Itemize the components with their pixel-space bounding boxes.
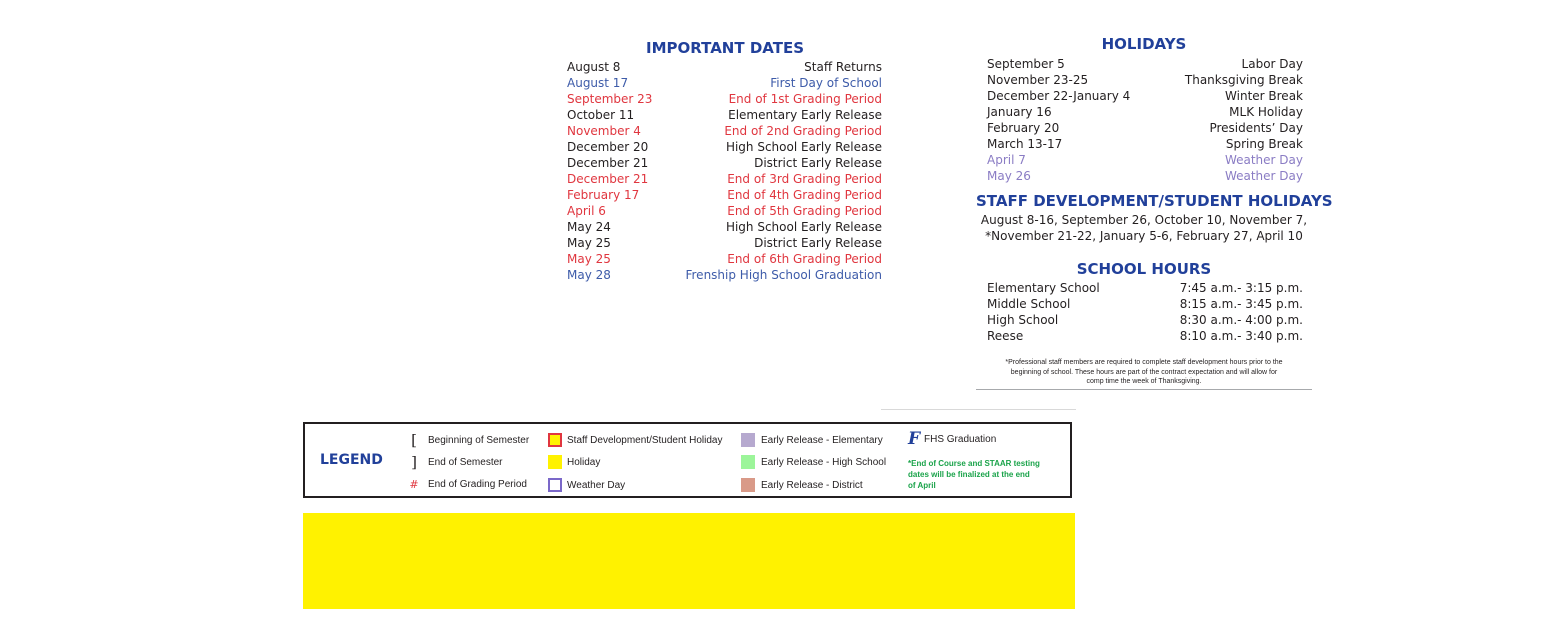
important-dates-list bbox=[567, 59, 882, 283]
important-date-row-left: May 28 bbox=[567, 268, 611, 282]
important-date-row-left: December 21 bbox=[567, 172, 649, 186]
important-date-row-right: Frenship High School Graduation bbox=[685, 268, 882, 282]
early-release-elementary-swatch-icon bbox=[741, 433, 755, 447]
important-date-row bbox=[567, 75, 882, 91]
staff-development-dates bbox=[976, 212, 1312, 244]
footnote-divider bbox=[976, 389, 1312, 390]
school-hours-row-right: 8:30 a.m.- 4:00 p.m. bbox=[1179, 313, 1303, 327]
holiday-row bbox=[987, 88, 1303, 104]
important-date-row-left: August 8 bbox=[567, 60, 621, 74]
important-dates-title: IMPORTANT DATES bbox=[646, 39, 804, 57]
school-hours-title: SCHOOL HOURS bbox=[1076, 260, 1212, 278]
holiday-row bbox=[987, 168, 1303, 184]
legend-beginning-semester bbox=[406, 432, 529, 448]
important-date-row-left: May 24 bbox=[567, 220, 611, 234]
footnote-line-2: beginning of school. These hours are part of the contract expectation and will allow for bbox=[1010, 368, 1278, 376]
holiday-row bbox=[987, 120, 1303, 136]
important-date-row-right: End of 5th Grading Period bbox=[727, 204, 882, 218]
legend-holiday bbox=[548, 454, 600, 470]
legend-end-label: End of Semester bbox=[428, 456, 503, 468]
important-date-row bbox=[567, 91, 882, 107]
footnote-line-3: comp time the week of Thanksgiving. bbox=[1086, 378, 1202, 385]
important-date-row bbox=[567, 187, 882, 203]
school-hours-row-left: High School bbox=[987, 313, 1059, 327]
school-hours-row-left: Middle School bbox=[987, 297, 1071, 311]
legend-title: LEGEND bbox=[320, 452, 383, 468]
school-hours-row bbox=[987, 280, 1303, 296]
early-release-district-swatch-icon bbox=[741, 478, 755, 492]
school-hours-row bbox=[987, 312, 1303, 328]
legend-er-hs-label: Early Release - High School bbox=[761, 456, 887, 468]
legend-early-release-district bbox=[741, 477, 863, 493]
footnote-line-1: *Professional staff members are required to complete staff development hours prior to the bbox=[1005, 359, 1283, 366]
hash-icon: # bbox=[409, 477, 419, 491]
holiday-row-right: MLK Holiday bbox=[1229, 105, 1303, 119]
holiday-row bbox=[987, 152, 1303, 168]
legend-er-elementary-label: Early Release - Elementary bbox=[761, 434, 883, 446]
holiday-row-left: December 22-January 4 bbox=[987, 89, 1131, 103]
staff-development-title: STAFF DEVELOPMENT/STUDENT HOLIDAYS bbox=[976, 192, 1333, 210]
important-date-row-left: May 25 bbox=[567, 252, 611, 266]
important-date-row bbox=[567, 123, 882, 139]
eoc-note-line-1: *End of Course and STAAR testing bbox=[908, 459, 1040, 468]
legend-staff-development bbox=[548, 432, 722, 448]
important-date-row-right: End of 6th Grading Period bbox=[727, 252, 882, 266]
school-hours-row-right: 8:10 a.m.- 3:40 p.m. bbox=[1179, 329, 1303, 343]
important-date-row bbox=[567, 251, 882, 267]
holiday-row-left: May 26 bbox=[987, 169, 1031, 183]
eoc-staar-note bbox=[908, 458, 1048, 491]
holidays-title: HOLIDAYS bbox=[1101, 35, 1187, 53]
holiday-row-right: Weather Day bbox=[1224, 153, 1303, 167]
important-date-row-right: Elementary Early Release bbox=[728, 108, 882, 122]
important-date-row-left: September 23 bbox=[567, 92, 653, 106]
eoc-note-line-3: of April bbox=[908, 481, 936, 490]
important-date-row-right: Staff Returns bbox=[804, 60, 882, 74]
important-date-row bbox=[567, 235, 882, 251]
holiday-row-left: November 23-25 bbox=[987, 73, 1089, 87]
important-date-row bbox=[567, 139, 882, 155]
weather-day-swatch-icon bbox=[548, 478, 562, 492]
important-date-row-left: May 25 bbox=[567, 236, 611, 250]
section-divider bbox=[881, 409, 1076, 410]
yellow-band bbox=[303, 513, 1075, 609]
holidays-list bbox=[987, 56, 1303, 184]
important-date-row-right: End of 4th Grading Period bbox=[727, 188, 882, 202]
holiday-swatch-icon bbox=[548, 455, 562, 469]
important-date-row bbox=[567, 155, 882, 171]
legend-beginning-label: Beginning of Semester bbox=[428, 434, 530, 446]
school-hours-list bbox=[987, 280, 1303, 344]
legend-end-semester bbox=[406, 454, 502, 470]
holiday-row-right: Labor Day bbox=[1241, 57, 1303, 71]
holiday-row bbox=[987, 136, 1303, 152]
important-date-row-left: April 6 bbox=[567, 204, 606, 218]
staff-footnote bbox=[976, 358, 1312, 387]
close-bracket-icon: ] bbox=[411, 453, 417, 471]
legend-fhs-label: FHS Graduation bbox=[924, 433, 997, 445]
important-date-row-left: November 4 bbox=[567, 124, 641, 138]
important-date-row bbox=[567, 59, 882, 75]
holiday-row-right: Spring Break bbox=[1225, 137, 1303, 151]
legend-er-district-label: Early Release - District bbox=[761, 479, 863, 491]
holiday-row-left: September 5 bbox=[987, 57, 1065, 71]
holiday-row bbox=[987, 104, 1303, 120]
open-bracket-icon: [ bbox=[411, 431, 417, 449]
school-hours-row-left: Reese bbox=[987, 329, 1024, 343]
legend-weather-day bbox=[548, 477, 625, 493]
legend-fhs-graduation bbox=[908, 431, 996, 447]
important-date-row-right: First Day of School bbox=[770, 76, 882, 90]
school-hours-row-right: 7:45 a.m.- 3:15 p.m. bbox=[1179, 281, 1303, 295]
important-date-row-left: December 21 bbox=[567, 156, 649, 170]
important-date-row-right: High School Early Release bbox=[725, 220, 882, 234]
legend-staff-label: Staff Development/Student Holiday bbox=[567, 434, 723, 446]
school-hours-row bbox=[987, 296, 1303, 312]
important-date-row bbox=[567, 219, 882, 235]
holiday-row-right: Weather Day bbox=[1224, 169, 1303, 183]
important-date-row-right: End of 3rd Grading Period bbox=[727, 172, 882, 186]
school-hours-row bbox=[987, 328, 1303, 344]
legend-early-release-elementary bbox=[741, 432, 883, 448]
holiday-row-left: February 20 bbox=[987, 121, 1060, 135]
important-date-row bbox=[567, 107, 882, 123]
holiday-row-left: March 13-17 bbox=[987, 137, 1063, 151]
holiday-row-right: Winter Break bbox=[1225, 89, 1303, 103]
important-date-row-left: August 17 bbox=[567, 76, 629, 90]
holiday-row-left: January 16 bbox=[987, 105, 1052, 119]
important-date-row-left: October 11 bbox=[567, 108, 635, 122]
legend-grading-label: End of Grading Period bbox=[428, 478, 527, 490]
holiday-row-left: April 7 bbox=[987, 153, 1026, 167]
legend-holiday-label: Holiday bbox=[567, 456, 601, 468]
holiday-row bbox=[987, 56, 1303, 72]
school-hours-row-right: 8:15 a.m.- 3:45 p.m. bbox=[1179, 297, 1303, 311]
important-date-row-right: District Early Release bbox=[754, 236, 882, 250]
staff-development-swatch-icon bbox=[548, 433, 562, 447]
important-date-row bbox=[567, 267, 882, 283]
important-date-row-right: End of 1st Grading Period bbox=[728, 92, 882, 106]
important-date-row-left: December 20 bbox=[567, 140, 649, 154]
staff-development-line-2: *November 21-22, January 5-6, February 27, April 10 bbox=[985, 229, 1303, 243]
important-date-row-left: February 17 bbox=[567, 188, 640, 202]
important-date-row bbox=[567, 171, 882, 187]
fhs-logo-icon: F bbox=[908, 429, 921, 449]
important-date-row-right: District Early Release bbox=[754, 156, 882, 170]
holiday-row-right: Thanksgiving Break bbox=[1184, 73, 1303, 87]
staff-development-line-1: August 8-16, September 26, October 10, November 7, bbox=[980, 213, 1308, 227]
legend-grading-period bbox=[406, 476, 527, 492]
legend-early-release-high-school bbox=[741, 454, 886, 470]
school-hours-row-left: Elementary School bbox=[987, 281, 1100, 295]
holiday-row bbox=[987, 72, 1303, 88]
important-date-row-right: High School Early Release bbox=[725, 140, 882, 154]
important-date-row bbox=[567, 203, 882, 219]
early-release-high-school-swatch-icon bbox=[741, 455, 755, 469]
legend-weather-label: Weather Day bbox=[567, 479, 626, 491]
eoc-note-line-2: dates will be finalized at the end bbox=[908, 470, 1030, 479]
holiday-row-right: Presidents’ Day bbox=[1209, 121, 1303, 135]
important-date-row-right: End of 2nd Grading Period bbox=[724, 124, 882, 138]
